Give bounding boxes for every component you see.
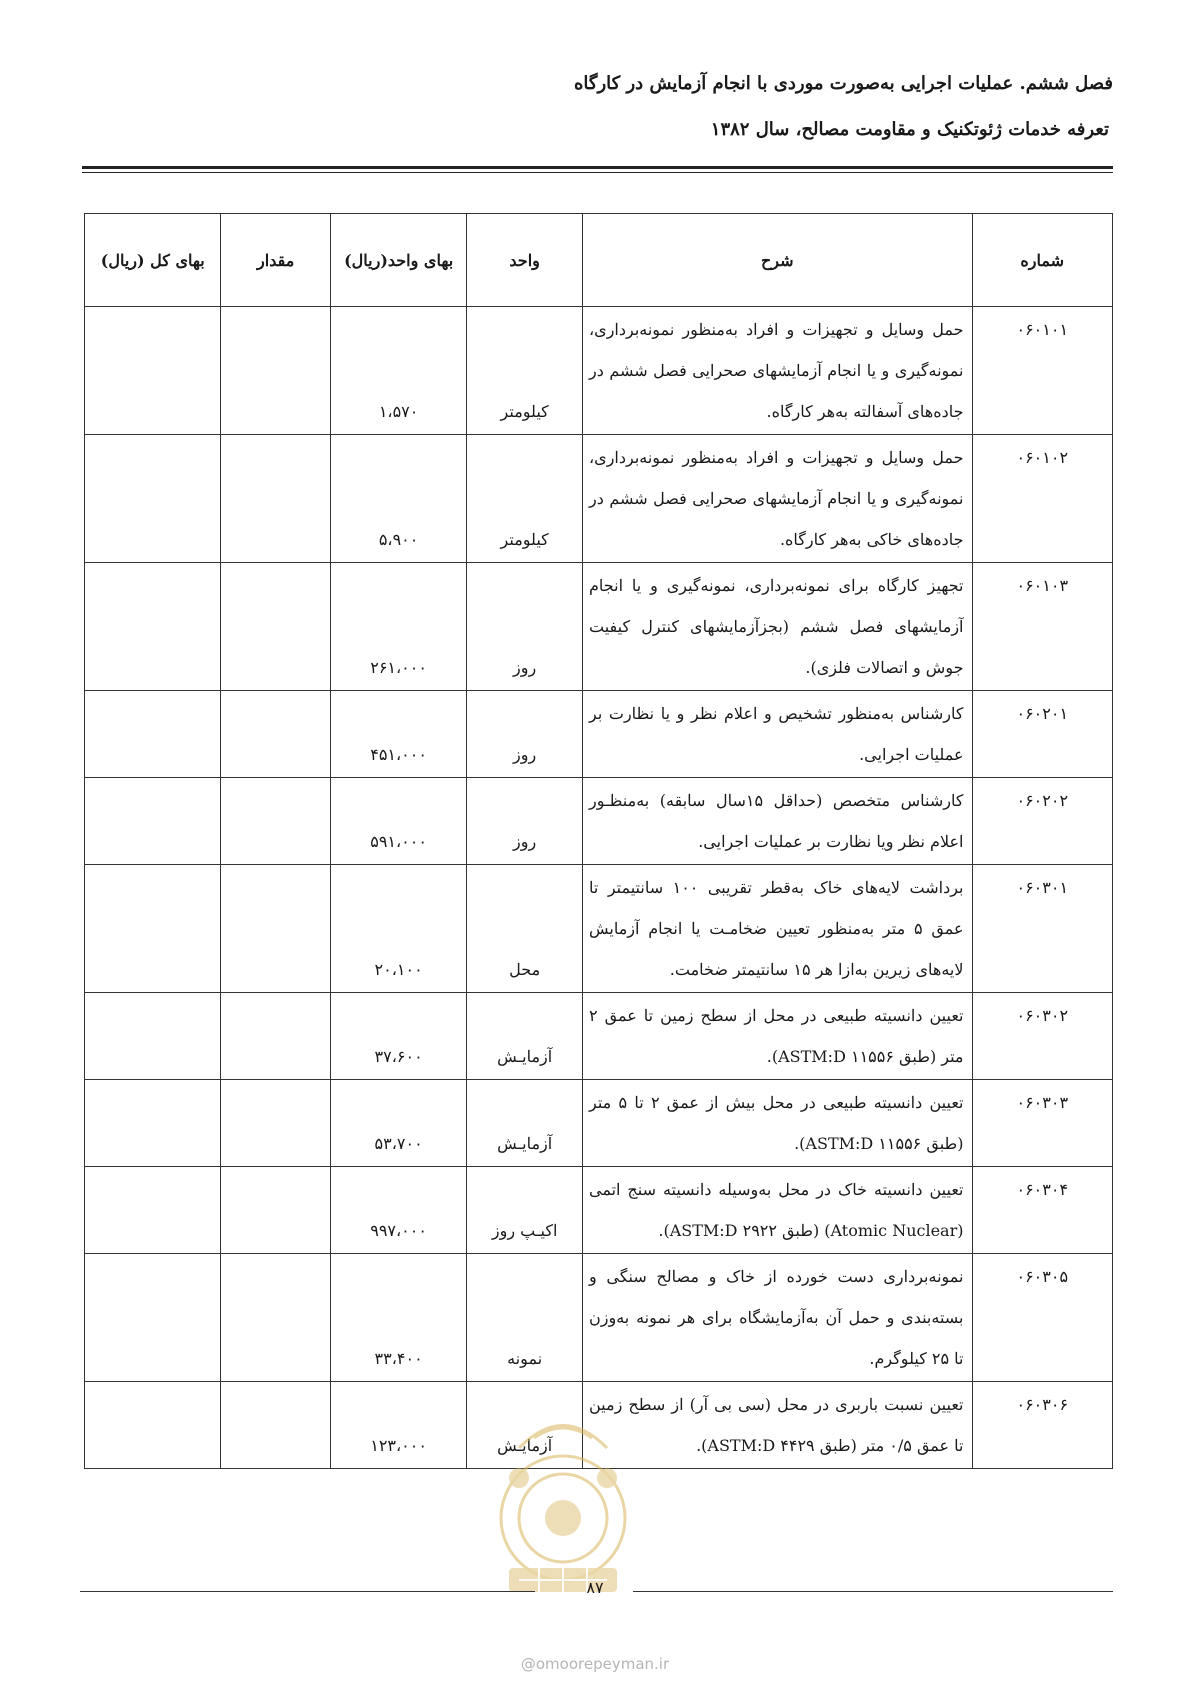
item-number: ۰۶۰۳۰۶ xyxy=(972,1382,1113,1469)
col-header-unit-price: بهای واحد(ریال) xyxy=(330,214,466,307)
item-total xyxy=(85,1080,221,1167)
item-number: ۰۶۰۳۰۳ xyxy=(972,1080,1113,1167)
item-total xyxy=(85,993,221,1080)
item-unit-price: ۴۵۱،۰۰۰ xyxy=(330,691,466,778)
col-header-description: شرح xyxy=(583,214,973,307)
item-unit: کیلومتر xyxy=(467,435,583,563)
item-quantity xyxy=(221,1382,331,1469)
watermark-text: @omoorepeyman.ir xyxy=(520,1655,670,1673)
item-quantity xyxy=(221,778,331,865)
item-quantity xyxy=(221,435,331,563)
page-header xyxy=(77,72,1113,142)
table-row xyxy=(85,1080,1113,1167)
item-description: تعیین نسبت باربری در محل (سی بی آر) از سطح زمین تا عمق ۰/۵ متر (طبق ASTM:D ۴۴۲۹). xyxy=(583,1382,973,1469)
item-quantity xyxy=(221,993,331,1080)
item-number: ۰۶۰۲۰۲ xyxy=(972,778,1113,865)
item-unit-price: ۲۶۱،۰۰۰ xyxy=(330,563,466,691)
item-unit: روز xyxy=(467,563,583,691)
table-row xyxy=(85,563,1113,691)
item-total xyxy=(85,1382,221,1469)
item-description: برداشت لایه‌های خاک به‌قطر تقریبی ۱۰۰ سانتیمتر تا عمق ۵ متر به‌منظور تعیین ضخامـت یا انجام آزمایش لایه‌های زیرین به‌ازا هر ۱۵ سانتیمتر ضخامت. xyxy=(583,865,973,993)
item-description: حمل وسایل و تجهیزات و افراد به‌منظور نمونه‌برداری، نمونه‌گیری و یا انجام آزمایشهای صحرایی فصل ششم در جاده‌های خاکی به‌هر کارگاه. xyxy=(583,435,973,563)
item-quantity xyxy=(221,563,331,691)
item-description: کارشناس به‌منظور تشخیص و اعلام نظر و یا نظارت بر عملیات اجرایی. xyxy=(583,691,973,778)
item-number: ۰۶۰۲۰۱ xyxy=(972,691,1113,778)
item-description: تعیین دانسیته طبیعی در محل از سطح زمین تا عمق ۲ متر (طبق ASTM:D ۱۱۵۵۶). xyxy=(583,993,973,1080)
item-total xyxy=(85,435,221,563)
item-total xyxy=(85,1254,221,1382)
tariff-title: تعرفه خدمات ژئوتکنیک و مقاومت مصالح، سال ۱۳۸۲ xyxy=(710,119,1109,140)
item-unit: روز xyxy=(467,691,583,778)
item-total xyxy=(85,691,221,778)
table-row xyxy=(85,993,1113,1080)
item-total xyxy=(85,563,221,691)
table-row xyxy=(85,435,1113,563)
table-row xyxy=(85,778,1113,865)
item-total xyxy=(85,307,221,435)
page-number: ۸۷ xyxy=(586,1578,604,1597)
item-description: تجهیز کارگاه برای نمونه‌برداری، نمونه‌گیری و یا انجام آزمایشهای فصل ششم (بجزآزمایشهای کنترل کیفیت جوش و اتصالات فلزی). xyxy=(583,563,973,691)
item-total xyxy=(85,1167,221,1254)
item-unit-price: ۱۲۳،۰۰۰ xyxy=(330,1382,466,1469)
item-unit-price: ۲۰،۱۰۰ xyxy=(330,865,466,993)
item-quantity xyxy=(221,865,331,993)
item-unit: آزمایـش xyxy=(467,1382,583,1469)
tariff-table xyxy=(84,213,1113,1469)
item-unit: آزمایـش xyxy=(467,1080,583,1167)
item-unit: آزمایـش xyxy=(467,993,583,1080)
item-number: ۰۶۰۱۰۱ xyxy=(972,307,1113,435)
item-description: تعیین دانسیته خاک در محل به‌وسیله دانسیته سنج اتمی (Atomic Nuclear) (طبق ASTM:D ۲۹۲۲). xyxy=(583,1167,973,1254)
item-quantity xyxy=(221,307,331,435)
item-total xyxy=(85,778,221,865)
item-description: تعیین دانسیته طبیعی در محل بیش از عمق ۲ تا ۵ متر (طبق ASTM:D ۱۱۵۵۶). xyxy=(583,1080,973,1167)
header-rule-thick xyxy=(82,166,1113,169)
header-rule-thin xyxy=(82,172,1113,173)
item-description: کارشناس متخصص (حداقل ۱۵سال سابقه) به‌منظـور اعلام نظر ویا نظارت بر عملیات اجرایی. xyxy=(583,778,973,865)
table-header-row xyxy=(85,214,1113,307)
table-row xyxy=(85,691,1113,778)
item-unit-price: ۵۹۱،۰۰۰ xyxy=(330,778,466,865)
footer-rule-right xyxy=(633,1591,1113,1592)
item-quantity xyxy=(221,1254,331,1382)
col-header-number: شماره xyxy=(972,214,1113,307)
table-row xyxy=(85,1254,1113,1382)
table-row xyxy=(85,307,1113,435)
table-row xyxy=(85,865,1113,993)
col-header-quantity: مقدار xyxy=(221,214,331,307)
item-unit-price: ۵،۹۰۰ xyxy=(330,435,466,563)
footer-rule-left xyxy=(80,1591,535,1592)
item-quantity xyxy=(221,1080,331,1167)
item-unit: کیلومتر xyxy=(467,307,583,435)
item-description: حمل وسایل و تجهیزات و افراد به‌منظور نمونه‌برداری، نمونه‌گیری و یا انجام آزمایشهای صحرایی فصل ششم در جاده‌های آسفالته به‌هر کارگاه. xyxy=(583,307,973,435)
item-number: ۰۶۰۳۰۲ xyxy=(972,993,1113,1080)
item-unit-price: ۹۹۷،۰۰۰ xyxy=(330,1167,466,1254)
item-number: ۰۶۰۳۰۱ xyxy=(972,865,1113,993)
item-unit-price: ۱،۵۷۰ xyxy=(330,307,466,435)
item-unit-price: ۳۷،۶۰۰ xyxy=(330,993,466,1080)
chapter-title: فصل ششم. عملیات اجرایی به‌صورت موردی با انجام آزمایش در کارگاه xyxy=(573,73,1113,94)
item-description: نمونه‌برداری دست خورده از خاک و مصالح سنگی و بسته‌بندی و حمل آن به‌آزمایشگاه برای هر نمونه به‌وزن تا ۲۵ کیلوگرم. xyxy=(583,1254,973,1382)
table-row xyxy=(85,1167,1113,1254)
item-unit: روز xyxy=(467,778,583,865)
item-unit: نمونه xyxy=(467,1254,583,1382)
item-unit-price: ۵۳،۷۰۰ xyxy=(330,1080,466,1167)
item-unit-price: ۳۳،۴۰۰ xyxy=(330,1254,466,1382)
item-number: ۰۶۰۳۰۴ xyxy=(972,1167,1113,1254)
item-number: ۰۶۰۱۰۳ xyxy=(972,563,1113,691)
col-header-unit: واحد xyxy=(467,214,583,307)
item-number: ۰۶۰۳۰۵ xyxy=(972,1254,1113,1382)
item-unit: محل xyxy=(467,865,583,993)
item-quantity xyxy=(221,1167,331,1254)
item-total xyxy=(85,865,221,993)
item-unit: اکیـپ روز xyxy=(467,1167,583,1254)
item-number: ۰۶۰۱۰۲ xyxy=(972,435,1113,563)
col-header-total: بهای کل (ریال) xyxy=(85,214,221,307)
item-quantity xyxy=(221,691,331,778)
